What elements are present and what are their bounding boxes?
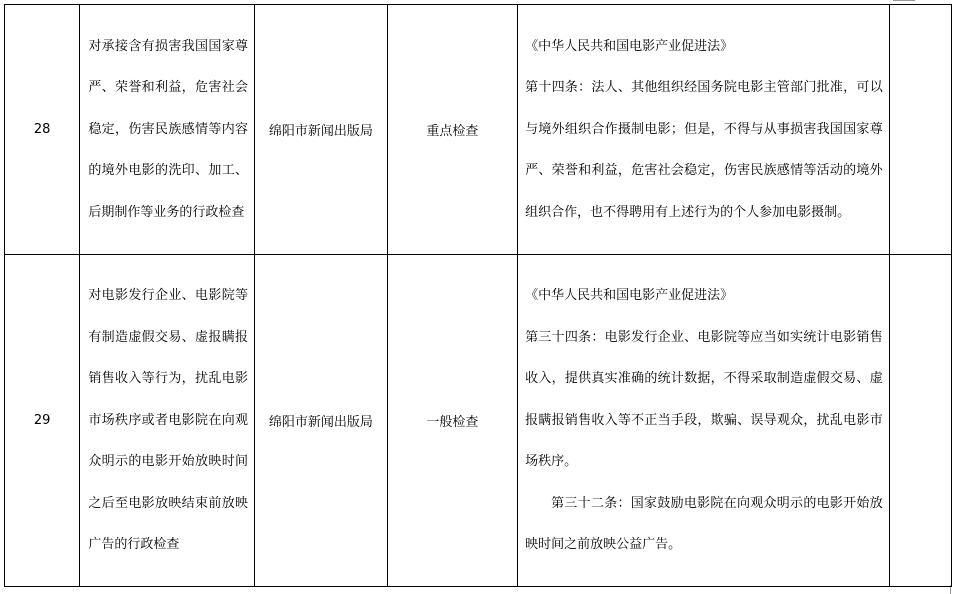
- law-article: 第三十四条：电影发行企业、电影院等应当如实统计电影销售收入，提供真实准确的统计数据，不得采取制造虚假交易、虚报瞒报销售收入等不正当手段，欺骗、误导观众，扰乱电影市场秩序。: [525, 329, 883, 470]
- remarks-cell: [889, 5, 951, 255]
- row-number: 29: [5, 255, 80, 587]
- check-type-cell: 一般检查: [387, 255, 518, 587]
- table-row: [5, 255, 952, 587]
- law-title: 《中华人民共和国电影产业促进法》: [525, 288, 734, 304]
- row-number: 28: [5, 5, 80, 255]
- regulation-table: [4, 4, 952, 587]
- inspection-item-text: 对电影发行企业、电影院等有制造虚假交易、虚报瞒报销售收入等行为，扰乱电影市场秩序或者电影院在向观众明示的电影开始放映时间之后至电影放映结束前放映广告的行政检查: [88, 288, 249, 553]
- table-row: [5, 5, 952, 255]
- inspection-item-cell: [80, 5, 255, 255]
- department-cell: 绵阳市新闻出版局: [255, 255, 388, 587]
- legal-basis-text: [518, 269, 889, 572]
- check-type-cell: 重点检查: [387, 5, 518, 255]
- inspection-item-text: 对承接含有损害我国国家尊严、荣誉和利益，危害社会稳定，伤害民族感情等内容的境外电影的洗印、加工、后期制作等业务的行政检查: [88, 38, 249, 220]
- legal-basis-cell: [518, 255, 890, 587]
- remarks-cell: [889, 255, 951, 587]
- law-article: 第三十二条：国家鼓励电影院在向观众明示的电影开始放映时间之前放映公益广告。: [525, 495, 883, 553]
- law-article: 第十四条：法人、其他组织经国务院电影主管部门批准，可以与境外组织合作摄制电影；但是，不得与从事损害我国国家尊严、荣誉和利益，危害社会稳定，伤害民族感情等活动的境外组织合作，也不得聘用有上述行为的个人参加电影摄制。: [525, 80, 883, 220]
- inspection-item-cell: [80, 255, 255, 587]
- department-cell: 绵阳市新闻出版局: [255, 5, 388, 255]
- legal-basis-text: [518, 20, 889, 240]
- law-title: 《中华人民共和国电影产业促进法》: [525, 38, 734, 54]
- page-corner-mark: [893, 0, 915, 1]
- legal-basis-cell: [518, 5, 890, 255]
